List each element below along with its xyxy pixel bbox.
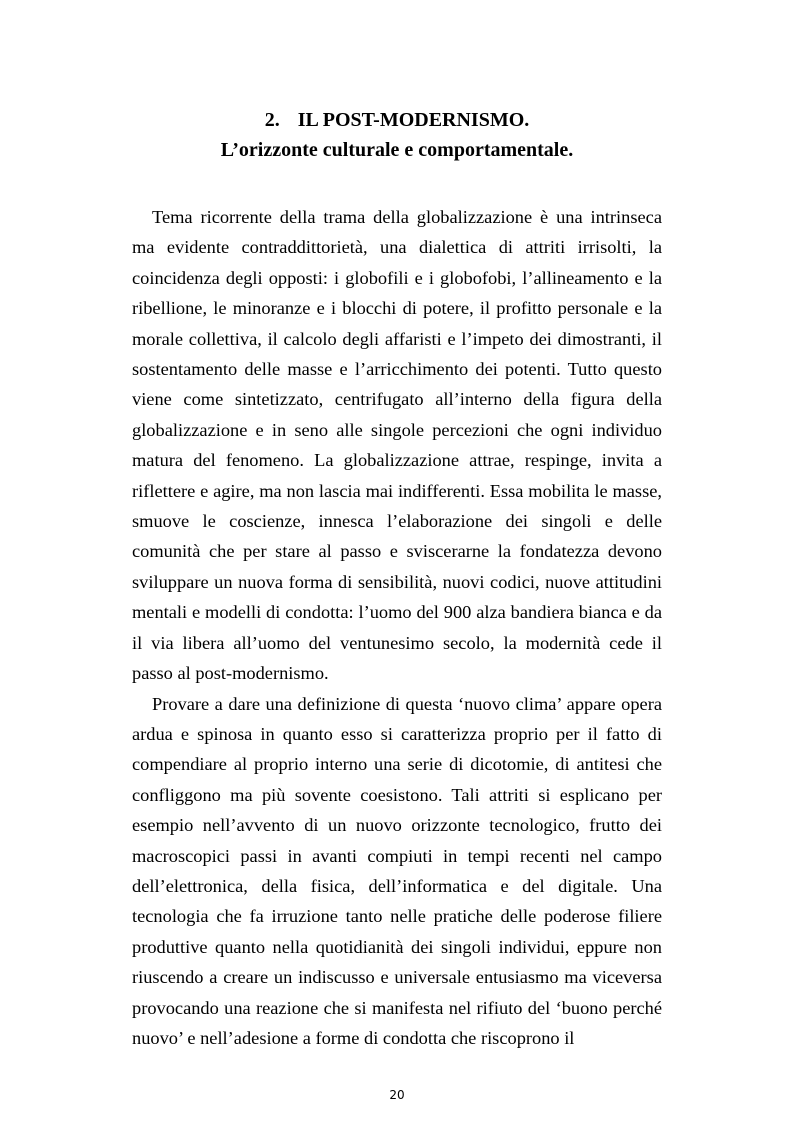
chapter-number: 2.: [264, 109, 280, 131]
chapter-subtitle: L’orizzonte culturale e comportamentale.: [220, 139, 574, 161]
chapter-heading: [0, 105, 794, 165]
chapter-title: IL POST-MODERNISMO.: [297, 109, 530, 131]
paragraph-1: Tema ricorrente della trama della globalizzazione è una intrinseca ma evidente contraddittorietà, una dialettica di attriti irrisolti, la coincidenza degli opposti: i globofili e i globofobi, l’allineamento e la ribellione, le minoranze e i blocchi di potere, il profitto personale e la morale collettiva, il calcolo degli affaristi e l’impeto dei dimostranti, il sostentamento delle masse e l’arricchimento dei potenti. Tutto questo viene come sintetizzato, centrifugato all’interno della figura della globalizzazione e in seno alle singole percezioni che ogni individuo matura del fenomeno. La globalizzazione attrae, respinge, invita a riflettere e agire, ma non lascia mai indifferenti. Essa mobilita le masse, smuove le coscienze, innesca l’elaborazione dei singoli e delle comunità che per stare al passo e sviscerarne la fondatezza devono sviluppare un nuova forma di sensibilità, nuovi codici, nuove attitudini mentali e modelli di condotta: l’uomo del 900 alza bandiera bianca e da il via libera all’uomo del ventunesimo secolo, la modernità cede il passo al post-modernismo.: [132, 207, 662, 684]
page-number: 20: [389, 1088, 405, 1102]
body-text: [132, 202, 662, 1053]
paragraph-2: Provare a dare una definizione di questa ‘nuovo clima’ appare opera ardua e spinosa in quanto esso si caratterizza proprio per il fatto di compendiare al proprio interno una serie di dicotomie, di antitesi che confliggono ma più sovente coesistono. Tali attriti si esplicano per esempio nell’avvento di un nuovo orizzonte tecnologico, frutto dei macroscopici passi in avanti compiuti in tempi recenti nel campo dell’elettronica, della fisica, dell’informatica e del digitale. Una tecnologia che fa irruzione tanto nelle pratiche delle poderose filiere produttive quanto nella quotidianità dei singoli individui, eppure non riuscendo a creare un indiscusso e universale entusiasmo ma viceversa provocando una reazione che si manifesta nel rifiuto del ‘buono perché nuovo’ e nell’adesione a forme di condotta che riscoprono il: [132, 693, 662, 1048]
